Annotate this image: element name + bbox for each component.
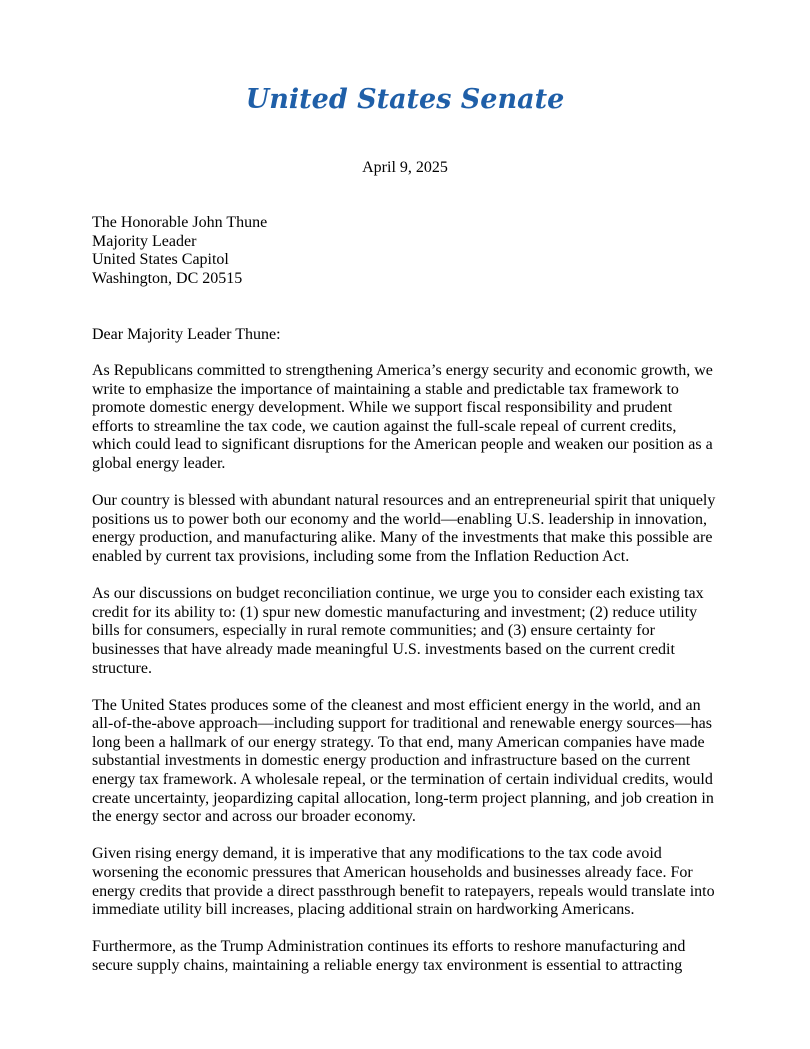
body-line: efforts to streamline the tax code, we caution against the full-scale repeal of current credits, — [92, 417, 677, 435]
body-line: Our country is blessed with abundant natural resources and an entrepreneurial spirit that uniquely — [92, 492, 716, 510]
letter-date: April 9, 2025 — [362, 159, 448, 176]
recipient-city: Washington, DC 20515 — [92, 269, 243, 287]
body-line: Given rising energy demand, it is imperative that any modifications to the tax code avoid — [92, 845, 662, 863]
paragraph-5 — [92, 845, 720, 919]
body-line: energy production, and manufacturing alike. Many of the investments that make this possible are — [92, 529, 713, 547]
senate-letterhead-logo — [245, 78, 565, 118]
body-line: bills for consumers, especially in rural remote communities; and (3) ensure certainty for — [92, 622, 655, 640]
recipient-name: The Honorable John Thune — [92, 214, 268, 231]
body-line: worsening the economic pressures that American households and businesses already face. For — [92, 864, 693, 882]
body-line: immediate utility bill increases, placing additional strain on hardworking Americans. — [92, 901, 635, 919]
recipient-building: United States Capitol — [92, 251, 229, 269]
recipient-title: Majority Leader — [92, 232, 197, 250]
body-line: write to emphasize the importance of maintaining a stable and predictable tax framework to — [92, 380, 679, 398]
body-line: Furthermore, as the Trump Administration continues its efforts to reshore manufacturing and — [92, 938, 686, 956]
senate-letterhead — [0, 78, 810, 118]
body-line: structure. — [92, 659, 152, 677]
salutation: Dear Majority Leader Thune: — [92, 326, 281, 343]
body-line: secure supply chains, maintaining a reliable energy tax environment is essential to attracting — [92, 957, 683, 974]
body-line: all-of-the-above approach—including support for traditional and renewable energy sources—has — [92, 715, 712, 733]
recipient-address — [92, 214, 732, 288]
body-line: enabled by current tax provisions, including some from the Inflation Reduction Act. — [92, 547, 630, 565]
paragraph-4 — [92, 697, 720, 827]
body-line: positions us to power both our economy and the world—enabling U.S. leadership in innovation, — [92, 510, 708, 528]
body-line: As our discussions on budget reconciliation continue, we urge you to consider each existing tax — [92, 585, 704, 603]
paragraph-2 — [92, 492, 720, 566]
body-line: long been a hallmark of our energy strategy. To that end, many American companies have made — [92, 733, 705, 751]
body-line: credit for its ability to: (1) spur new domestic manufacturing and investment; (2) reduce utility — [92, 603, 698, 621]
paragraph-6 — [92, 938, 720, 975]
letterhead-title: United States Senate — [245, 84, 565, 115]
body-line: businesses that have already made meaningful U.S. investments based on the current credit — [92, 640, 675, 658]
body-line: the energy sector and across our broader economy. — [92, 808, 416, 826]
body-line: create uncertainty, jeopardizing capital allocation, long-term project planning, and job creation in — [92, 789, 714, 807]
body-line: As Republicans committed to strengthening America’s energy security and economic growth, we — [92, 362, 713, 379]
letter-body — [92, 362, 720, 994]
body-line: substantial investments in domestic energy production and infrastructure based on the current — [92, 752, 691, 770]
paragraph-3 — [92, 585, 720, 678]
paragraph-1 — [92, 362, 720, 474]
body-line: which could lead to significant disruptions for the American people and weaken our position as a — [92, 436, 713, 454]
body-line: The United States produces some of the cleanest and most efficient energy in the world, and an — [92, 696, 701, 714]
body-line: promote domestic energy development. While we support fiscal responsibility and prudent — [92, 399, 673, 417]
body-line: energy tax framework. A wholesale repeal, or the termination of certain individual credits, would — [92, 771, 713, 789]
body-line: global energy leader. — [92, 454, 226, 472]
body-line: energy credits that provide a direct passthrough benefit to ratepayers, repeals would translate into — [92, 882, 715, 900]
